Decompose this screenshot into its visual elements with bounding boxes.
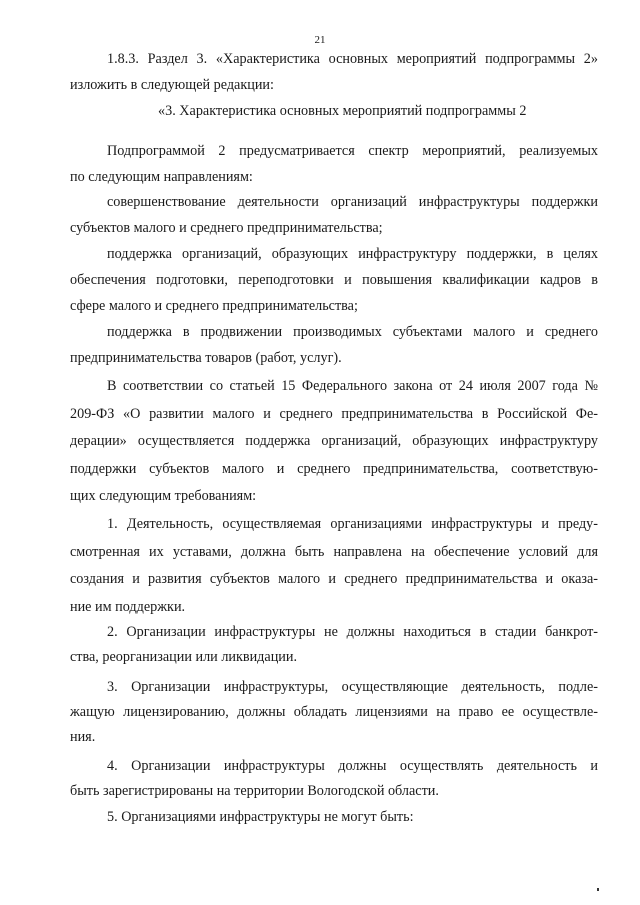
text-line: ства, реорганизации или ликвидации. [70, 649, 298, 665]
text-line: поддержка организаций, образующих инфраструктуру поддержки, в целях [107, 246, 598, 262]
text-line: ния. [70, 729, 96, 745]
text-line: сфере малого и среднего предпринимательства; [70, 298, 358, 314]
text-line: ние им поддержки. [70, 599, 186, 615]
scan-mark [597, 888, 599, 891]
text-line: 1. Деятельность, осуществляемая организациями инфраструктуры и преду- [107, 516, 598, 532]
text-line: дерации» осуществляется поддержка организаций, образующих инфраструктуру [70, 433, 598, 449]
text-line: поддержка в продвижении производимых субъектами малого и среднего [107, 324, 598, 340]
text-line: 209-ФЗ «О развитии малого и среднего предпринимательства в Российской Фе- [70, 406, 598, 422]
text-line: быть зарегистрированы на территории Вологодской области. [70, 783, 439, 799]
text-line: В соответствии со статьей 15 Федерального закона от 24 июля 2007 года № [107, 378, 598, 394]
text-line: по следующим направлениям: [70, 169, 253, 185]
text-line: совершенствование деятельности организаций инфраструктуры поддержки [107, 194, 598, 210]
text-line: смотренная их уставами, должна быть направлена на обеспечение условий для [70, 544, 598, 560]
text-line: 1.8.3. Раздел 3. «Характеристика основных мероприятий подпрограммы 2» [107, 51, 598, 67]
text-line: изложить в следующей редакции: [70, 77, 274, 93]
section-heading: «3. Характеристика основных мероприятий подпрограммы 2 [158, 103, 527, 119]
text-line: предпринимательства товаров (работ, услуг). [70, 350, 342, 366]
text-line: жащую лицензированию, должны обладать лицензиями на право ее осуществле- [70, 704, 598, 720]
text-line: щих следующим требованиям: [70, 488, 257, 504]
text-line: Подпрограммой 2 предусматривается спектр мероприятий, реализуемых [107, 143, 598, 159]
text-line: создания и развития субъектов малого и среднего предпринимательства и оказа- [70, 571, 598, 587]
text-line: 5. Организациями инфраструктуры не могут быть: [107, 809, 414, 825]
text-line: 3. Организации инфраструктуры, осуществляющие деятельность, подле- [107, 679, 598, 695]
text-line: 2. Организации инфраструктуры не должны находиться в стадии банкрот- [107, 624, 598, 640]
text-line: субъектов малого и среднего предпринимательства; [70, 220, 383, 236]
page-number: 21 [314, 34, 326, 46]
text-line: 4. Организации инфраструктуры должны осуществлять деятельность и [107, 758, 598, 774]
text-line: поддержки субъектов малого и среднего предпринимательства, соответствую- [70, 461, 598, 477]
text-line: обеспечения подготовки, переподготовки и повышения квалификации кадров в [70, 272, 598, 288]
